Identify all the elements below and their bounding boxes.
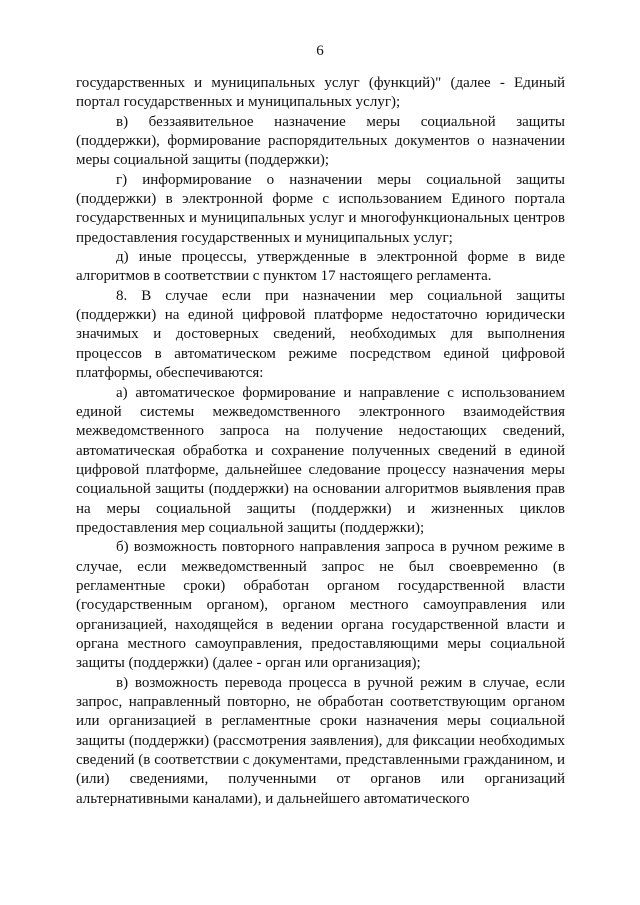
paragraph-item-d: д) иные процессы, утвержденные в электронной форме в виде алгоритмов в соответствии с пунктом 17 настоящего регламента.: [76, 249, 565, 285]
paragraph-item-a: а) автоматическое формирование и направление с использованием единой системы межведомственного электронного взаимодействия межведомственного запроса на получение недостающих сведений, автоматическая обработка и сохранение полученных сведений в единой цифровой платформе, дальнейшее следование процессу назначения меры социальной защиты (поддержки) на основании алгоритмов выявления прав на меры социальной защиты (поддержки) и жизненных циклов предоставления мер социальной защиты (поддержки);: [76, 384, 565, 536]
page-number: 6: [316, 43, 324, 59]
paragraph-item-v2: в) возможность перевода процесса в ручной режим в случае, если запрос, направленный повторно, не обработан соответствующим органом или организацией в регламентные сроки назначения меры социальной защиты (поддержки) (рассмотрения заявления), для фиксации необходимых сведений (в соответствии с документами, представленными гражданином, и (или) сведениями, полученными от органов или организаций альтернативными каналами), и дальнейшего автоматического: [76, 674, 565, 807]
paragraph-continuation: государственных и муниципальных услуг (функций)" (далее - Единый портал государственных и муниципальных услуг);: [76, 75, 565, 111]
paragraph-clause-8: 8. В случае если при назначении мер социальной защиты (поддержки) на единой цифровой платформе недостаточно юридически значимых и достоверных сведений, необходимых для выполнения процессов в автоматическом режиме посредством единой цифровой платформы, обеспечиваются:: [76, 287, 565, 382]
document-body: [76, 74, 565, 809]
paragraph-item-b: б) возможность повторного направления запроса в ручном режиме в случае, если межведомственный запрос не был своевременно (в регламентные сроки) обработан органом государственной власти (государственным органом), органом местного самоуправления или организацией, находящейся в ведении органа государственной власти и органа местного самоуправления, предоставляющими меры социальной защиты (поддержки) (далее - орган или организация);: [76, 539, 565, 672]
paragraph-item-g: г) информирование о назначении меры социальной защиты (поддержки) в электронной форме с использованием Единого портала государственных и муниципальных услуг и многофункциональных центров предоставления государственных и муниципальных услуг;: [76, 171, 565, 246]
paragraph-item-v: в) беззаявительное назначение меры социальной защиты (поддержки), формирование распорядительных документов о назначении меры социальной защиты (поддержки);: [76, 113, 565, 169]
